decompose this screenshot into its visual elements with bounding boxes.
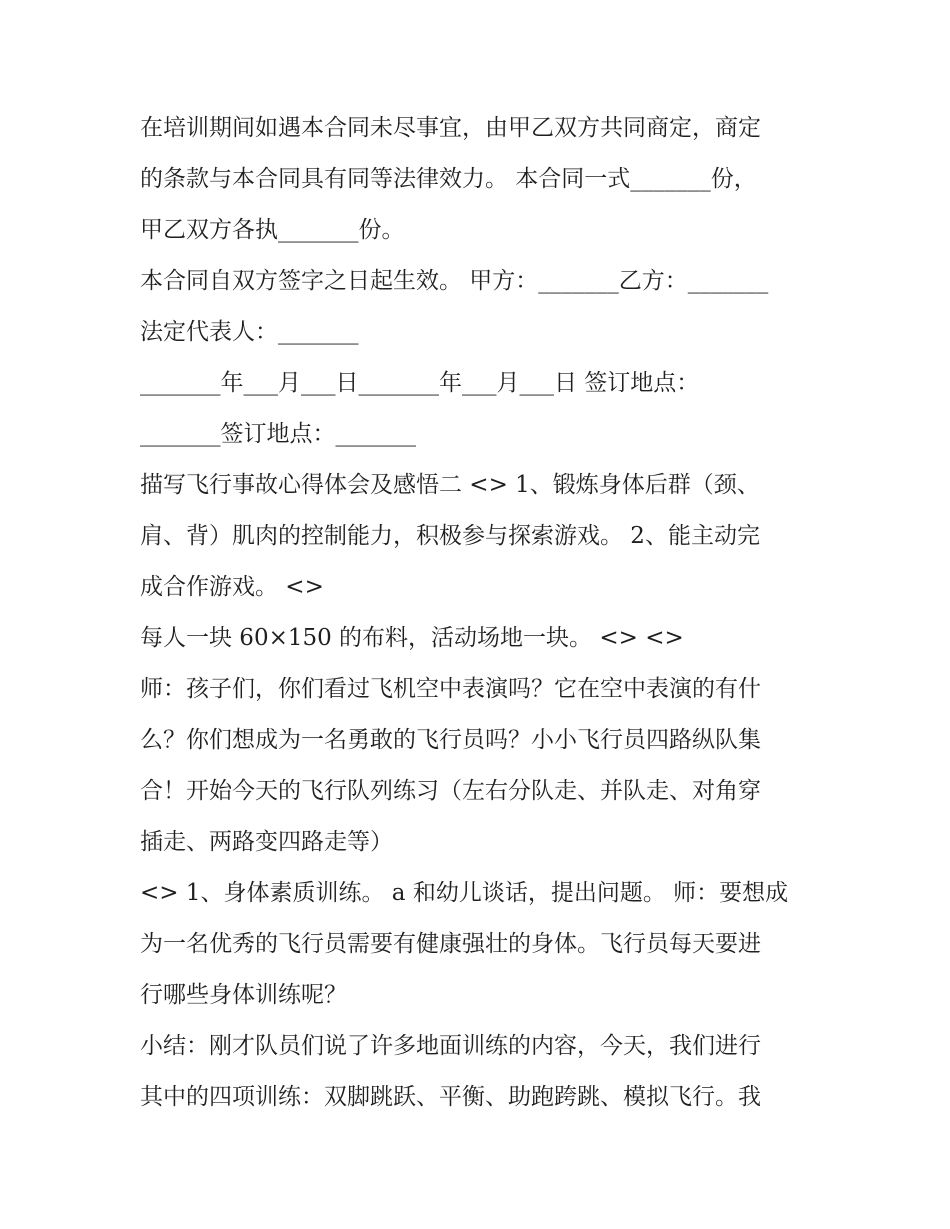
text-line: 在培训期间如遇本合同未尽事宜，由甲乙双方共同商定，商定 xyxy=(140,115,761,141)
text-line: 插走、两路变四路走等） xyxy=(140,829,393,855)
paragraph-legal-representative xyxy=(140,307,820,358)
text-line: 肩、背）肌肉的控制能力，积极参与探索游戏。 2、能主动完 xyxy=(140,523,760,549)
paragraph-signing-date-place xyxy=(140,358,820,460)
text-line: 其中的四项训练：双脚跳跃、平衡、助跑跨跳、模拟飞行。我 xyxy=(140,1084,761,1110)
paragraph-contract-terms xyxy=(140,103,820,256)
text-line: 为一名优秀的飞行员需要有健康强壮的身体。飞行员每天要进 xyxy=(140,931,761,957)
text-line: 的条款与本合同具有同等法律效力。 本合同一式_______份， xyxy=(140,166,757,192)
text-line: _______签订地点：_______ xyxy=(140,421,416,447)
document-body xyxy=(140,103,820,1123)
text-line: 小结：刚才队员们说了许多地面训练的内容，今天，我们进行 xyxy=(140,1033,761,1059)
paragraph-activity-goals xyxy=(140,460,820,613)
text-line: 描写飞行事故心得体会及感悟二 <> 1、锻炼身体后群（颈、 xyxy=(140,472,760,498)
text-line: 行哪些身体训练呢？ xyxy=(140,982,347,1008)
text-line: 本合同自双方签字之日起生效。 甲方：_______乙方：_______ xyxy=(140,268,769,294)
text-line: 法定代表人：_______ xyxy=(140,319,359,345)
text-line: 成合作游戏。 <> xyxy=(140,574,324,600)
text-line: _______年___月___日_______年___月___日 签订地点： xyxy=(140,370,700,396)
text-line: <> 1、身体素质训练。 a 和幼儿谈话，提出问题。 师：要想成 xyxy=(140,880,789,906)
text-line: 每人一块 60×150 的布料，活动场地一块。 <> <> xyxy=(140,625,684,651)
text-line: 师：孩子们，你们看过飞机空中表演吗？它在空中表演的有什 xyxy=(140,676,761,702)
paragraph-effective-date xyxy=(140,256,820,307)
paragraph-physical-training xyxy=(140,868,820,1021)
paragraph-summary xyxy=(140,1021,820,1123)
text-line: 么？你们想成为一名勇敢的飞行员吗？小小飞行员四路纵队集 xyxy=(140,727,761,753)
paragraph-teacher-intro xyxy=(140,664,820,868)
text-line: 合！开始今天的飞行队列练习（左右分队走、并队走、对角穿 xyxy=(140,778,761,804)
text-line: 甲乙双方各执_______份。 xyxy=(140,217,405,243)
paragraph-materials xyxy=(140,613,820,664)
